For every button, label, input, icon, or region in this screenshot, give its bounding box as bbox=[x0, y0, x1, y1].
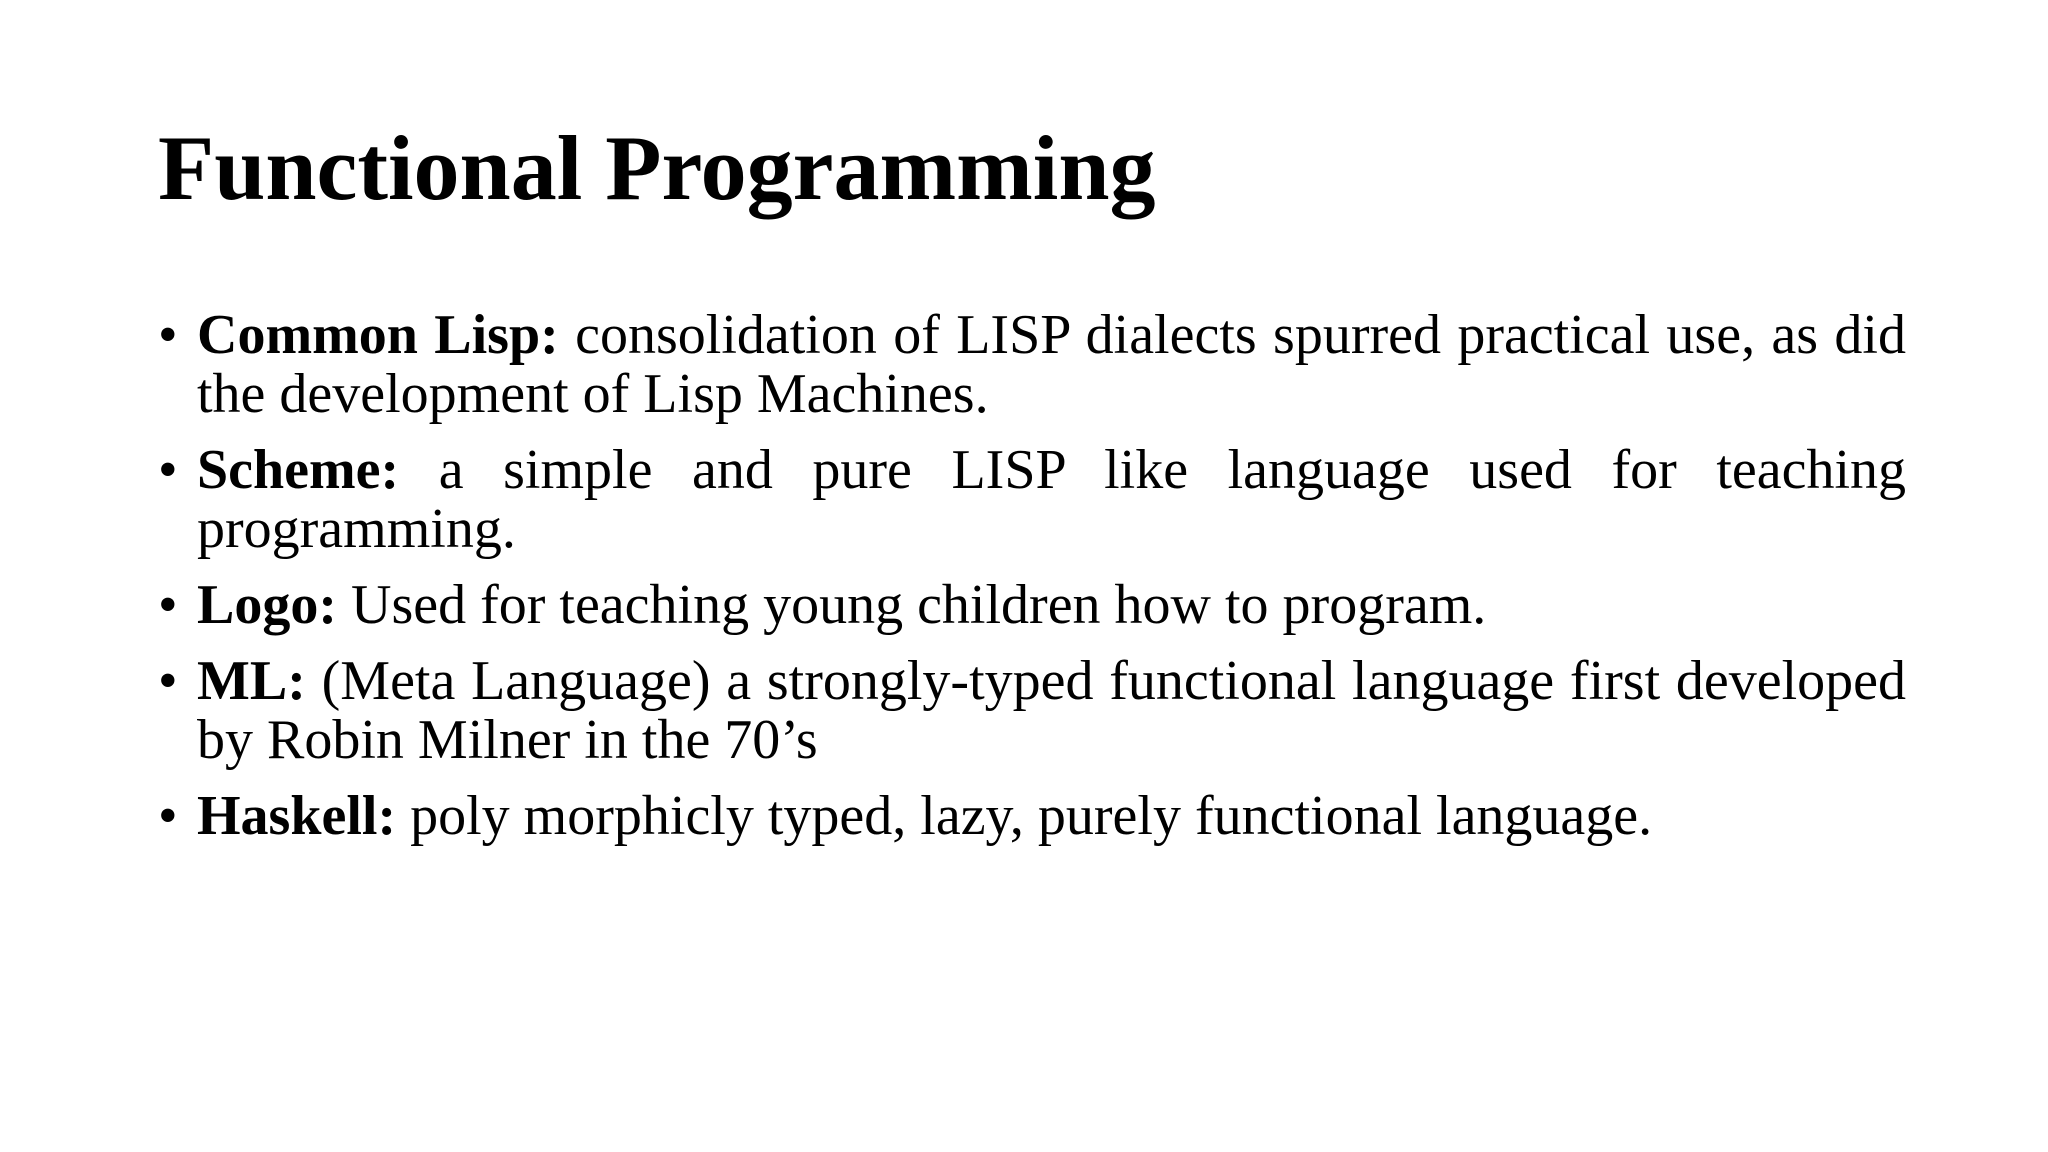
bullet-term: Haskell: bbox=[197, 785, 397, 847]
bullet-dot-icon: • bbox=[158, 439, 178, 501]
bullet-item-scheme bbox=[158, 441, 1906, 559]
bullet-dot-icon: • bbox=[158, 574, 178, 636]
bullet-dot-icon: • bbox=[158, 304, 178, 366]
bullet-text: consolidation of LISP dialects spurred practical use, as did the development of Lisp Machines. bbox=[197, 304, 1906, 425]
bullet-term: Common Lisp: bbox=[197, 304, 559, 366]
slide-title: Functional Programming bbox=[158, 117, 1156, 219]
bullet-term: Scheme: bbox=[197, 439, 400, 501]
bullet-term: ML: bbox=[197, 650, 306, 712]
bullet-item-ml bbox=[158, 652, 1906, 770]
bullet-list bbox=[158, 306, 1906, 863]
bullet-item-haskell bbox=[158, 787, 1906, 846]
bullet-term: Logo: bbox=[197, 574, 337, 636]
bullet-text: Used for teaching young children how to program. bbox=[351, 574, 1487, 636]
bullet-item-logo bbox=[158, 576, 1906, 635]
bullet-dot-icon: • bbox=[158, 785, 178, 847]
bullet-text: poly morphicly typed, lazy, purely functional language. bbox=[410, 785, 1653, 847]
bullet-text: (Meta Language) a strongly-typed functional language first developed by Robin Milner in the 70’s bbox=[197, 650, 1907, 771]
bullet-dot-icon: • bbox=[158, 650, 178, 712]
bullet-item-common-lisp bbox=[158, 306, 1906, 424]
bullet-text: a simple and pure LISP like language used for teaching programming. bbox=[197, 439, 1907, 560]
